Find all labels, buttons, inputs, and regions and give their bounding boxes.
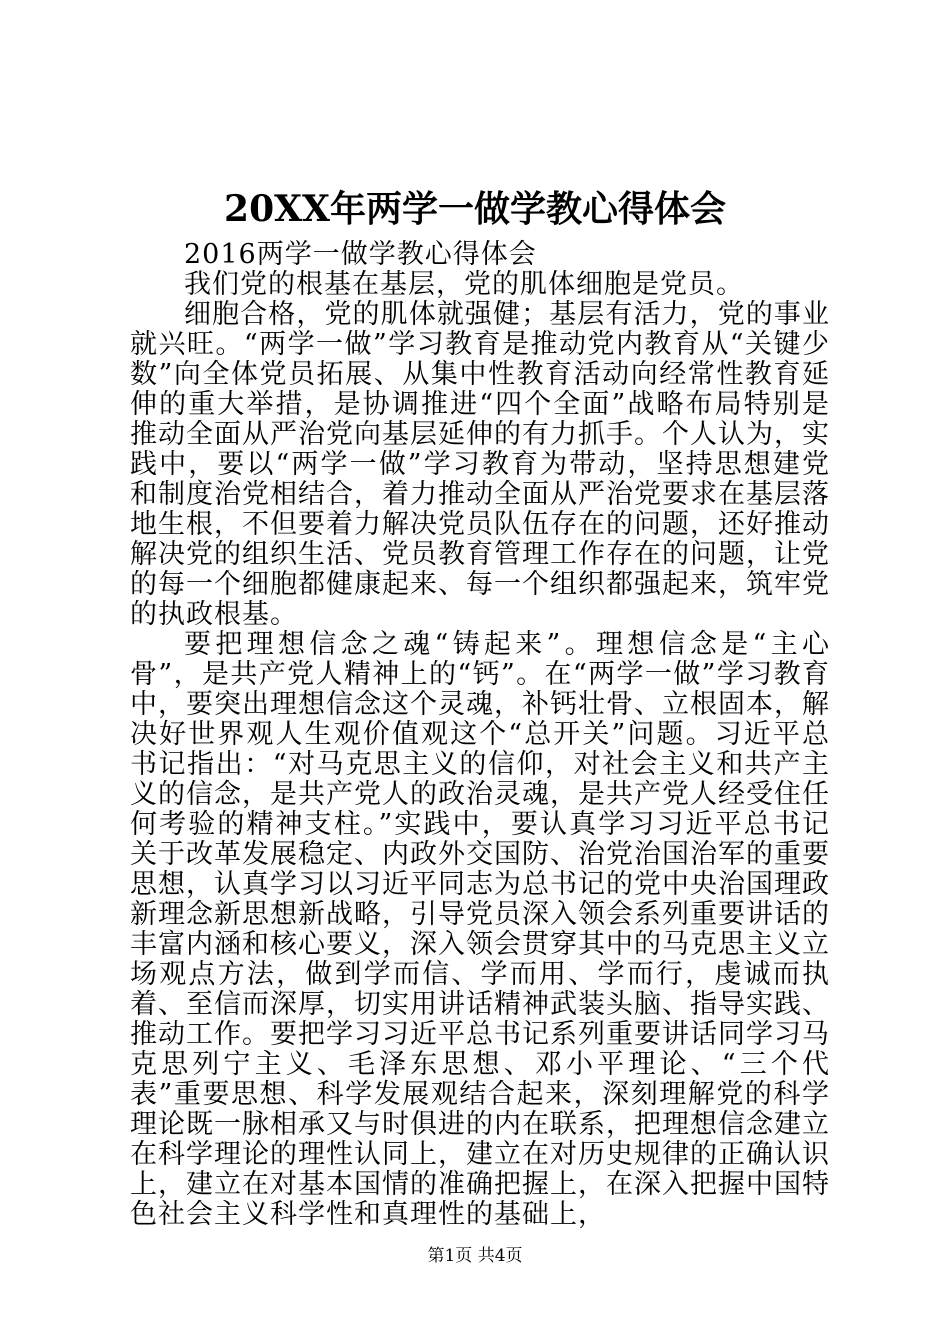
paragraph-ideals: 要把理想信念之魂“铸起来”。理想信念是“主心骨”，是共产党人精神上的“钙”。在“两学一做”学习教育中，要突出理想信念这个灵魂，补钙壮骨、立根固本，解决好世界观人生观价值观这个“总开关”问题。习近平总书记指出：“对马克思主义的信仰，对社会主义和共产主义的信念，是共产党人的政治灵魂，是共产党人经受住任何考验的精神支柱。”实践中，要认真学习习近平总书记关于改革发展稳定、内政外交国防、治党治国治军的重要思想，认真学习以习近平同志为总书记的党中央治国理政新理念新思想新战略，引导党员深入领会系列重要讲话的丰富内涵和核心要义，深入领会贯穿其中的马克思主义立场观点方法，做到学而信、学而用、学而行，虔诚而执着、至信而深厚，切实用讲话精神武装头脑、指导实践、推动工作。要把学习习近平总书记系列重要讲话同学习马克思列宁主义、毛泽东思想、邓小平理论、“三个代表”重要思想、科学发展观结合起来，深刻理解党的科学理论既一脉相承又与时俱进的内在联系，把理想信念建立在科学理论的理性认同上，建立在对历史规律的正确认识上，建立在对基本国情的准确把握上，在深入把握中国特色社会主义科学性和真理性的基础上， [130, 629, 830, 1230]
paragraph-subtitle: 2016两学一做学教心得体会 [184, 239, 537, 270]
document-title: 20XX年两学一做学教心得体会 [224, 188, 726, 230]
paragraph-intro: 我们党的根基在基层，党的肌体细胞是党员。 [184, 269, 744, 300]
page-number-footer: 第1页 共4页 [427, 1246, 523, 1266]
document-body [130, 240, 830, 1230]
paragraph-cell: 细胞合格，党的肌体就强健；基层有活力，党的事业就兴旺。“两学一做”学习教育是推动党内教育从“关键少数”向全体党员拓展、从集中性教育活动向经常性教育延伸的重大举措，是协调推进“四个全面”战略布局特别是推动全面从严治党向基层延伸的有力抓手。个人认为，实践中，要以“两学一做”学习教育为带动，坚持思想建党和制度治党相结合，着力推动全面从严治党要求在基层落地生根，不但要着力解决党员队伍存在的问题，还好推动解决党的组织生活、党员教育管理工作存在的问题，让党的每一个细胞都健康起来、每一个组织都强起来，筑牢党的执政根基。 [130, 299, 830, 630]
